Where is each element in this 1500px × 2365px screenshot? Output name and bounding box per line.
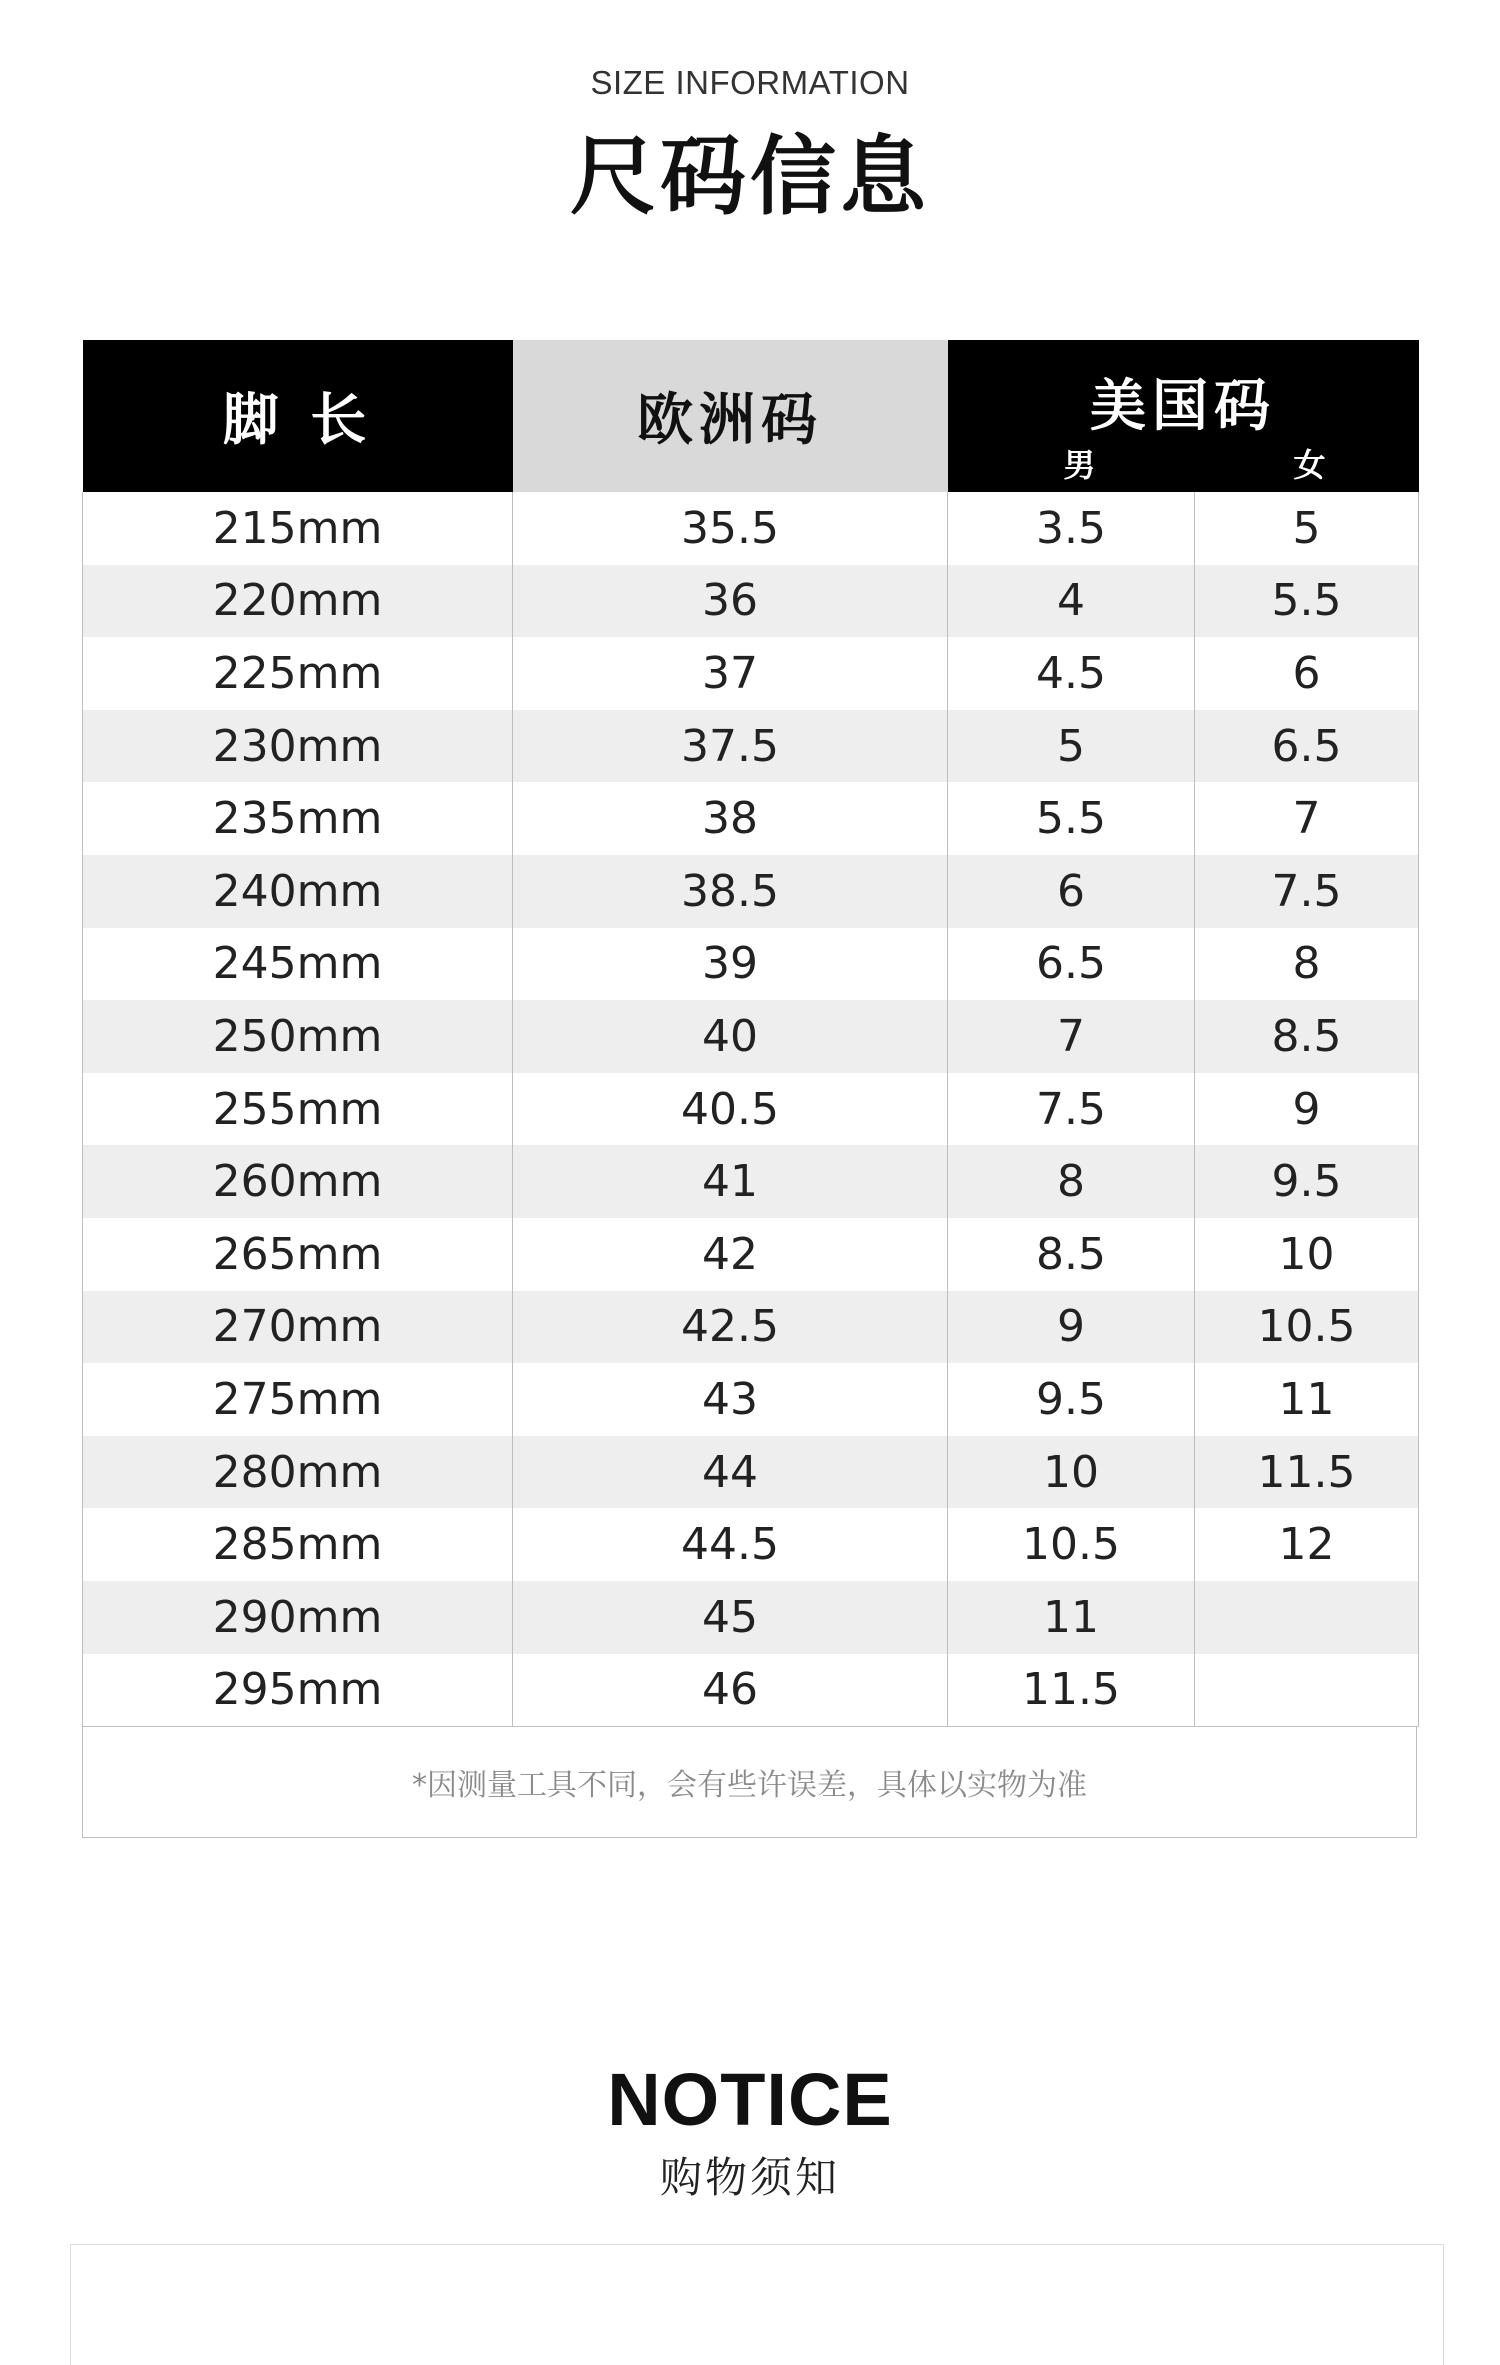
cell-us-female: 9 [1195,1073,1419,1146]
size-table-row [83,1654,1419,1727]
header-foot-length: 脚 长 [83,340,513,492]
cell-eu-size: 44.5 [513,1508,948,1581]
cell-foot-length: 290mm [83,1581,513,1654]
cell-foot-length: 270mm [83,1291,513,1364]
cell-eu-size: 36 [513,565,948,638]
cell-us-female: 8.5 [1195,1000,1419,1073]
size-table-row [83,710,1419,783]
cell-us-female: 10.5 [1195,1291,1419,1364]
cell-us-female: 12 [1195,1508,1419,1581]
cell-us-female: 11 [1195,1363,1419,1436]
cell-us-male: 8.5 [948,1218,1195,1291]
header-eu-size: 欧洲码 [513,340,948,492]
measurement-note [82,1727,1417,1838]
cell-foot-length: 255mm [83,1073,513,1146]
cell-us-female: 10 [1195,1218,1419,1291]
measurement-note-text: *因测量工具不同，会有些许误差，具体以实物为准 [412,1768,1087,1804]
cell-us-male: 7.5 [948,1073,1195,1146]
cell-foot-length: 295mm [83,1654,513,1727]
cell-eu-size: 46 [513,1654,948,1727]
header-us-size-label: 美国码 [1090,374,1276,439]
size-table-row [83,1000,1419,1073]
cell-eu-size: 37 [513,637,948,710]
cell-us-male: 6 [948,855,1195,928]
cell-us-female: 9.5 [1195,1145,1419,1218]
cell-us-male: 8 [948,1145,1195,1218]
cell-us-female: 7.5 [1195,855,1419,928]
cell-foot-length: 220mm [83,565,513,638]
cell-eu-size: 44 [513,1436,948,1509]
cell-foot-length: 265mm [83,1218,513,1291]
notice-subtitle: 购物须知 [659,2153,840,2202]
size-table-row [83,855,1419,928]
cell-us-male: 11.5 [948,1654,1195,1727]
size-table-row [83,1145,1419,1218]
cell-us-male: 11 [948,1581,1195,1654]
size-table-row [83,565,1419,638]
header-female: 女 [1293,446,1326,484]
cell-us-male: 9 [948,1291,1195,1364]
cell-foot-length: 235mm [83,782,513,855]
cell-eu-size: 40 [513,1000,948,1073]
size-table-row [83,1581,1419,1654]
cell-eu-size: 37.5 [513,710,948,783]
cell-eu-size: 39 [513,928,948,1001]
cell-eu-size: 38.5 [513,855,948,928]
size-table [82,340,1419,1727]
cell-eu-size: 42 [513,1218,948,1291]
cell-us-male: 10 [948,1436,1195,1509]
cell-eu-size: 42.5 [513,1291,948,1364]
cell-us-male: 9.5 [948,1363,1195,1436]
cell-foot-length: 250mm [83,1000,513,1073]
size-table-row [83,1218,1419,1291]
size-table-header-row [83,340,1419,492]
cell-foot-length: 280mm [83,1436,513,1509]
cell-us-female [1195,1581,1419,1654]
cell-foot-length: 285mm [83,1508,513,1581]
cell-us-female: 7 [1195,782,1419,855]
cell-us-male: 4.5 [948,637,1195,710]
cell-foot-length: 260mm [83,1145,513,1218]
cell-foot-length: 230mm [83,710,513,783]
header-us-size [948,340,1419,492]
cell-us-male: 6.5 [948,928,1195,1001]
cell-us-male: 7 [948,1000,1195,1073]
cell-eu-size: 35.5 [513,492,948,565]
cell-foot-length: 275mm [83,1363,513,1436]
size-table-row [83,782,1419,855]
notice-card [70,2244,1444,2365]
size-table-row [83,1508,1419,1581]
cell-foot-length: 225mm [83,637,513,710]
size-table-body [83,492,1419,1727]
size-table-row [83,492,1419,565]
cell-eu-size: 43 [513,1363,948,1436]
cell-us-female [1195,1654,1419,1727]
cell-us-female: 5.5 [1195,565,1419,638]
size-table-row [83,1363,1419,1436]
cell-eu-size: 45 [513,1581,948,1654]
cell-us-male: 5 [948,710,1195,783]
size-table-row [83,1073,1419,1146]
size-table-container [82,340,1418,1838]
cell-eu-size: 38 [513,782,948,855]
size-table-row [83,1291,1419,1364]
cell-us-male: 3.5 [948,492,1195,565]
size-table-row [83,928,1419,1001]
header-male: 男 [1063,446,1096,484]
cell-us-female: 6 [1195,637,1419,710]
cell-eu-size: 41 [513,1145,948,1218]
cell-foot-length: 245mm [83,928,513,1001]
size-table-row [83,637,1419,710]
cell-us-male: 4 [948,565,1195,638]
cell-foot-length: 215mm [83,492,513,565]
cell-us-male: 5.5 [948,782,1195,855]
size-table-row [83,1436,1419,1509]
cell-us-female: 5 [1195,492,1419,565]
size-section-subtitle: SIZE INFORMATION [590,64,910,101]
cell-us-female: 8 [1195,928,1419,1001]
cell-foot-length: 240mm [83,855,513,928]
size-section-title: 尺码信息 [570,127,930,227]
notice-title: NOTICE [607,2058,893,2141]
cell-us-female: 11.5 [1195,1436,1419,1509]
cell-us-male: 10.5 [948,1508,1195,1581]
cell-us-female: 6.5 [1195,710,1419,783]
cell-eu-size: 40.5 [513,1073,948,1146]
